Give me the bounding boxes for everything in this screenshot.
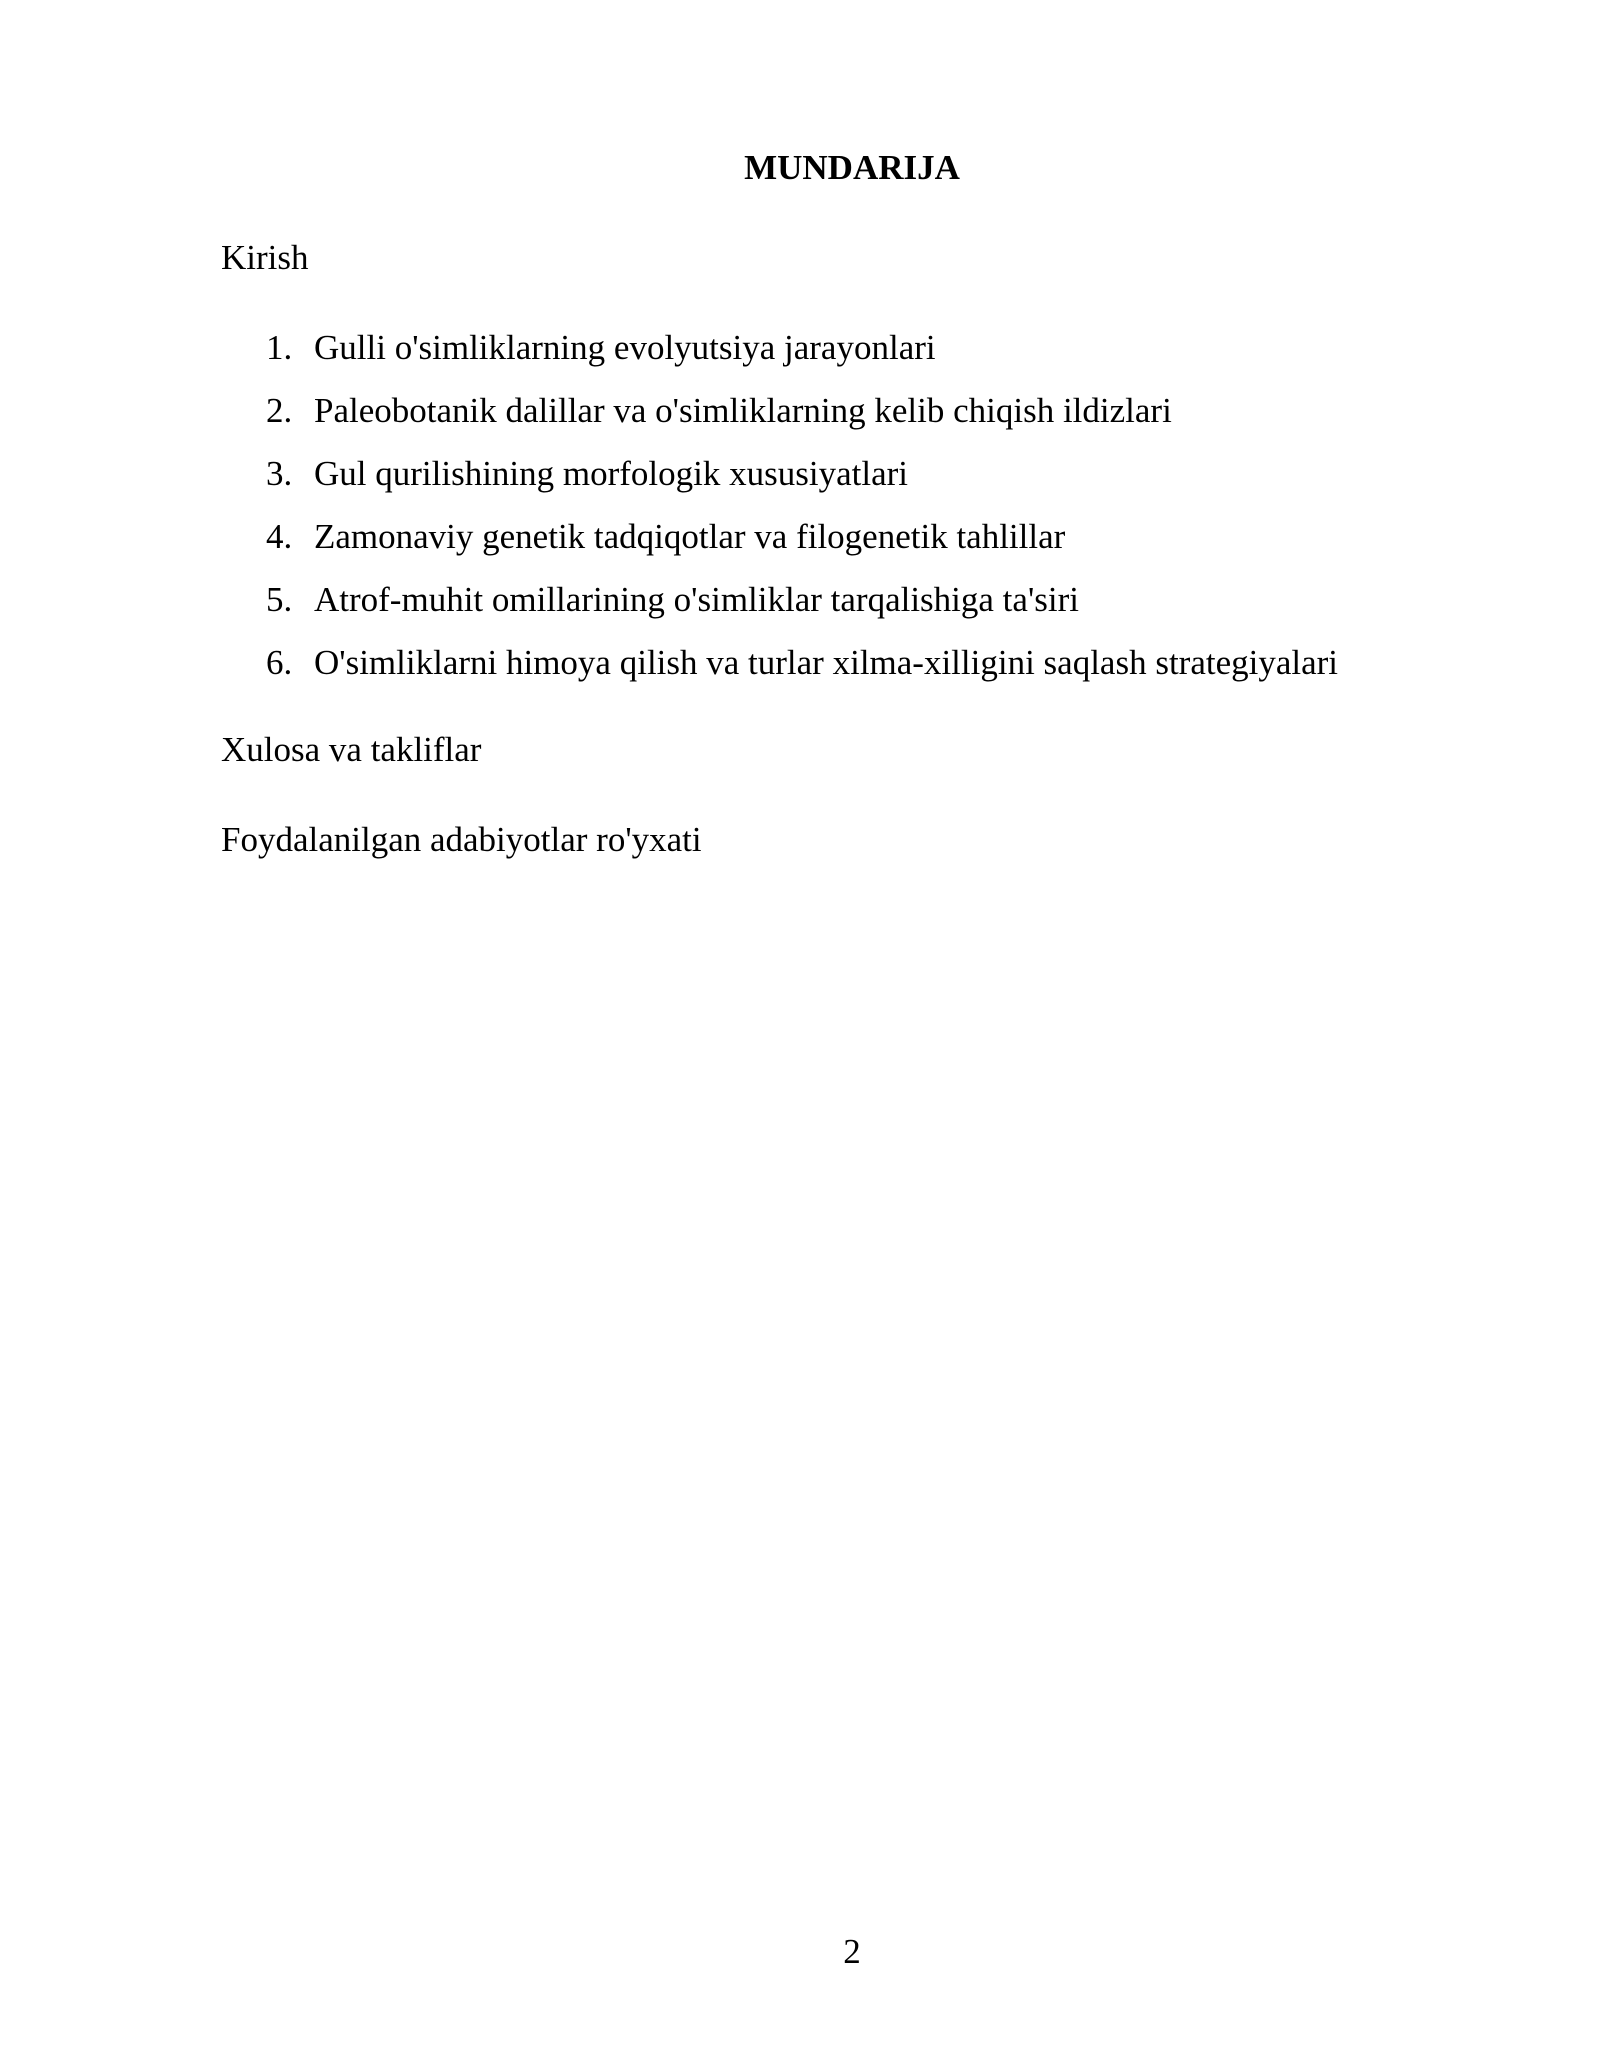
toc-chapter-title: Zamonaviy genetik tadqiqotlar va filogenetik tahlillar — [314, 517, 1066, 556]
toc-chapter-number: 6. — [266, 643, 293, 682]
toc-chapter-title: Gulli o'simliklarning evolyutsiya jarayonlari — [314, 328, 936, 367]
toc-chapter-title: Paleobotanik dalillar va o'simliklarning kelib chiqish ildizlari — [314, 391, 1172, 430]
toc-entry-intro: Kirish — [221, 238, 309, 277]
toc-entry-conclusion: Xulosa va takliflar — [221, 730, 482, 769]
page-title: MUNDARIJA — [744, 148, 960, 187]
toc-chapter-number: 2. — [266, 391, 293, 430]
toc-chapter-number: 5. — [266, 580, 293, 619]
toc-chapter-title: Atrof-muhit omillarining o'simliklar tarqalishiga ta'siri — [314, 580, 1079, 619]
toc-chapter-title: O'simliklarni himoya qilish va turlar xilma-xilligini saqlash strategiyalari — [314, 643, 1339, 682]
toc-chapter-number: 1. — [266, 328, 293, 367]
toc-entry-references: Foydalanilgan adabiyotlar ro'yxati — [221, 820, 702, 859]
page-number: 2 — [843, 1932, 861, 1971]
toc-chapter-number: 3. — [266, 454, 293, 493]
toc-chapter-number: 4. — [266, 517, 293, 556]
toc-chapter-title: Gul qurilishining morfologik xususiyatlari — [314, 454, 908, 493]
